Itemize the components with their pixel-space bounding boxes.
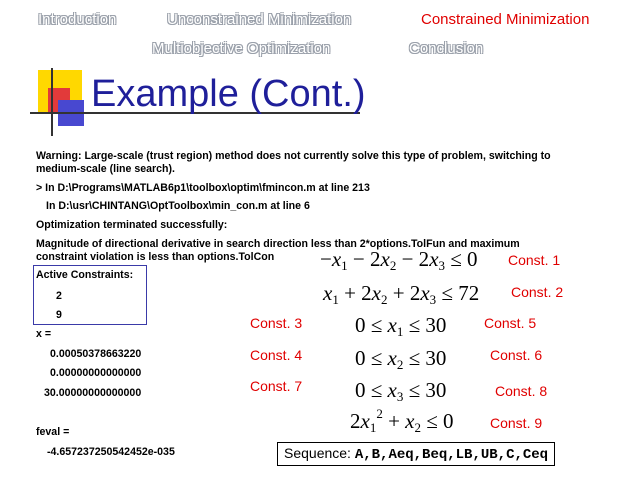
const-2-label: Const. 2 xyxy=(511,284,564,300)
feval-value: -4.657237250542452e-035 xyxy=(47,446,175,458)
fmincon-location: > In D:\Programs\MATLAB6p1\toolbox\optim\fmincon.m at line 213 xyxy=(36,182,370,194)
constraint-7-8-equation: $0 \le x_3 \le 30$ xyxy=(355,378,447,404)
constraint-1-equation: $-x_1 - 2x_2 - 2x_3 \le 0$ xyxy=(320,247,478,273)
x-value: 0.00050378663220 xyxy=(50,348,142,360)
constraint-3-5-equation: $0 \le x_1 \le 30$ xyxy=(355,313,447,339)
nav-unconstrained-minimization[interactable]: Unconstrained Minimization xyxy=(167,11,352,28)
slide-title: Example (Cont.) xyxy=(91,73,366,115)
const-3-label: Const. 3 xyxy=(250,315,303,331)
active-constraint-value: 9 xyxy=(56,309,62,321)
nav-constrained-minimization[interactable]: Constrained Minimization xyxy=(421,11,590,28)
active-constraints-box xyxy=(33,265,147,325)
x-value: 0.00000000000000 xyxy=(50,367,142,379)
warning-line-1: Warning: Large-scale (trust region) method does not currently solve this type of problem, switching to xyxy=(36,150,551,162)
decorative-vertical-line xyxy=(51,68,53,136)
const-1-label: Const. 1 xyxy=(508,252,561,268)
warning-line-2: medium-scale (line search). xyxy=(36,163,175,175)
magnitude-line-2: constraint violation is less than options.TolCon xyxy=(36,251,275,263)
constraint-4-6-equation: $0 \le x_2 \le 30$ xyxy=(355,346,447,372)
mincon-location: In D:\usr\CHINTANG\OptToolbox\min_con.m at line 6 xyxy=(46,200,310,212)
feval-label: feval = xyxy=(36,426,70,438)
const-5-label: Const. 5 xyxy=(484,315,537,331)
nav-conclusion[interactable]: Conclusion xyxy=(409,40,484,57)
const-4-label: Const. 4 xyxy=(250,347,303,363)
terminated-message: Optimization terminated successfully: xyxy=(36,219,228,231)
sequence-label: Sequence: xyxy=(284,445,351,461)
magnitude-line-1: Magnitude of directional derivative in search direction less than 2*options.TolFun and maximum xyxy=(36,238,520,250)
nav-multiobjective-optimization[interactable]: Multiobjective Optimization xyxy=(152,40,331,57)
active-constraints-label: Active Constraints: xyxy=(36,269,134,281)
active-constraint-value: 2 xyxy=(56,290,62,302)
const-8-label: Const. 8 xyxy=(495,383,548,399)
x-label: x = xyxy=(36,328,52,340)
nav-introduction[interactable]: Introduction xyxy=(38,11,117,28)
const-6-label: Const. 6 xyxy=(490,347,543,363)
constraint-2-equation: $x_1 + 2x_2 + 2x_3 \le 72$ xyxy=(323,281,480,307)
x-value: 30.00000000000000 xyxy=(44,387,142,399)
sequence-box xyxy=(277,442,555,466)
constraint-9-equation: $2x_1^2 + x_2 \le 0$ xyxy=(350,406,454,435)
const-9-label: Const. 9 xyxy=(490,415,543,431)
sequence-code: A,B,Aeq,Beq,LB,UB,C,Ceq xyxy=(354,447,549,463)
const-7-label: Const. 7 xyxy=(250,378,303,394)
